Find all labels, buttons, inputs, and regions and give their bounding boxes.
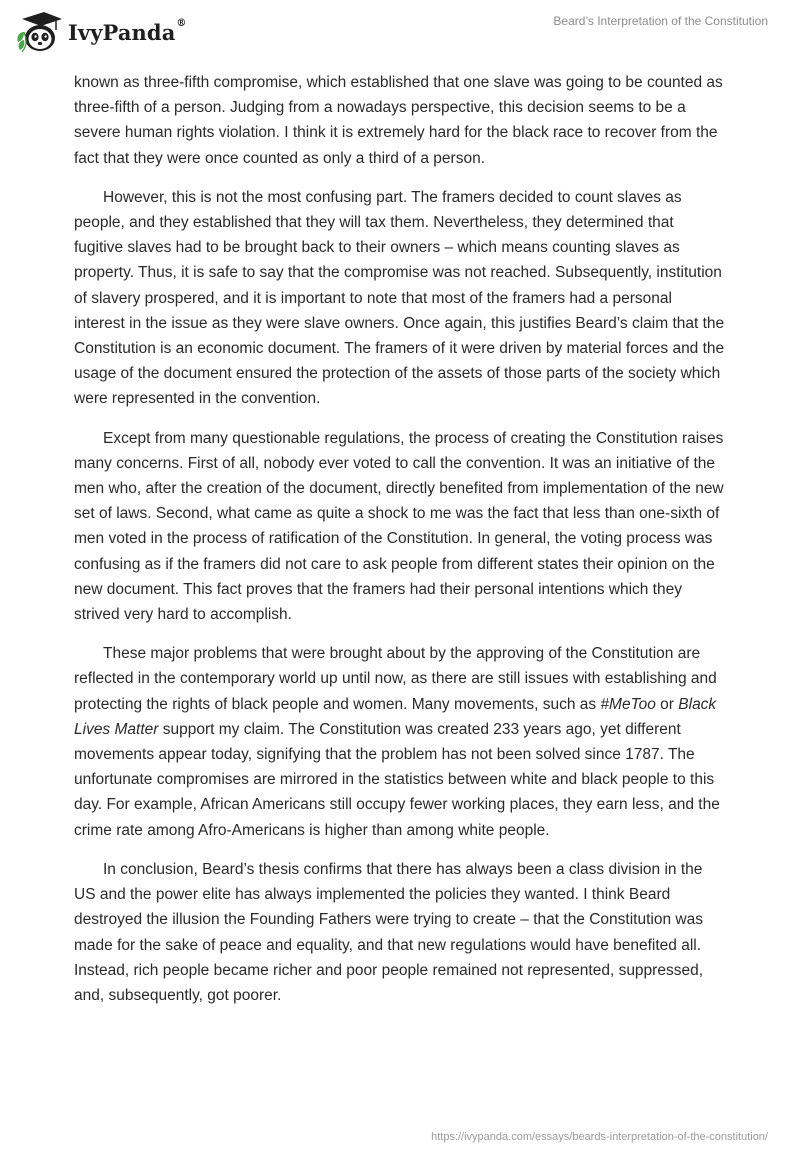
paragraph-2: However, this is not the most confusing part. The framers decided to count slaves as people, and they established that they will tax them. Nevertheless, they determined that fugitive slaves had to be brought back to their owners – which means counting slaves as property. Thus, it is safe to say that the compromise was not reached. Subsequently, institution of slavery prospered, and it is important to note that most of the framers had a personal interest in the issue as they were slave owners. Once again, this justifies Beard’s claim that the Constitution is an economic document. The framers of it were driven by material forces and the usage of the document ensured the protection of the assets of those parts of the society which were represented in the convention. (74, 188, 725, 408)
metoo-hashtag: #MeToo (600, 695, 656, 713)
document-title: Beard’s Interpretation of the Constitution (553, 14, 768, 28)
paragraph-4 (74, 641, 726, 843)
ivypanda-logo[interactable] (14, 10, 187, 54)
paragraph-3: Except from many questionable regulations, the process of creating the Constitution raises many concerns. First of all, nobody ever voted to call the convention. It was an initiative of the men who, after the creation of the document, directly benefited from implementation of the new set of laws. Second, what came as quite a shock to me was the fact that less than one-sixth of men voted in the process of ratification of the Constitution. In general, the voting process was confusing as if the framers did not care to ask people from different states their opinion on the new document. This fact proves that the framers had their personal intentions which they strived very hard to accomplish. (74, 429, 724, 624)
blm-movement: Black Lives Matter (74, 695, 717, 738)
paragraph-1: known as three-fifth compromise, which established that one slave was going to be counted as three-fifth of a person. Judging from a nowadays perspective, this decision seems to be a severe human rights violation. I think it is extremely hard for the black race to recover from the fact that they were once counted as only a third of a person. (74, 74, 723, 167)
paragraph-5: In conclusion, Beard’s thesis confirms that there has always been a class division in the US and the power elite has always implemented the policies they wanted. I think Beard destroyed the illusion the Founding Fathers were trying to create – that the Constitution was made for the sake of peace and equality, and that new regulations would have benefited all. Instead, rich people became richer and poor people remained not represented, suppressed, and, subsequently, got poorer. (74, 860, 704, 1004)
registered-mark: ® (176, 17, 187, 29)
panda-graduate-icon (14, 10, 64, 54)
paragraph-4-text-b: or (655, 695, 679, 713)
paragraph-4-text-c: support my claim. The Constitution was created 233 years ago, yet different movements appear today, signifying that the problem has not been solved since 1787. The unfortunate compromises are mirrored in the statistics between white and black people to this day. For example, African Americans still occupy fewer working places, they earn less, and the crime rate among Afro-Americans is higher than among white people. (74, 720, 720, 839)
essay-body (74, 70, 726, 1022)
paragraph-4-text-a: These major problems that were brought about by the approving of the Constitution are reflected in the contemporary world up until now, as there are still issues with establishing and protecting the rights of black people and women. Many movements, such as (74, 645, 717, 713)
brand-name: IvyPanda® (68, 17, 187, 45)
page-header (0, 0, 800, 64)
source-url-link[interactable]: https://ivypanda.com/essays/beards-interpretation-of-the-constitution/ (431, 1131, 768, 1143)
